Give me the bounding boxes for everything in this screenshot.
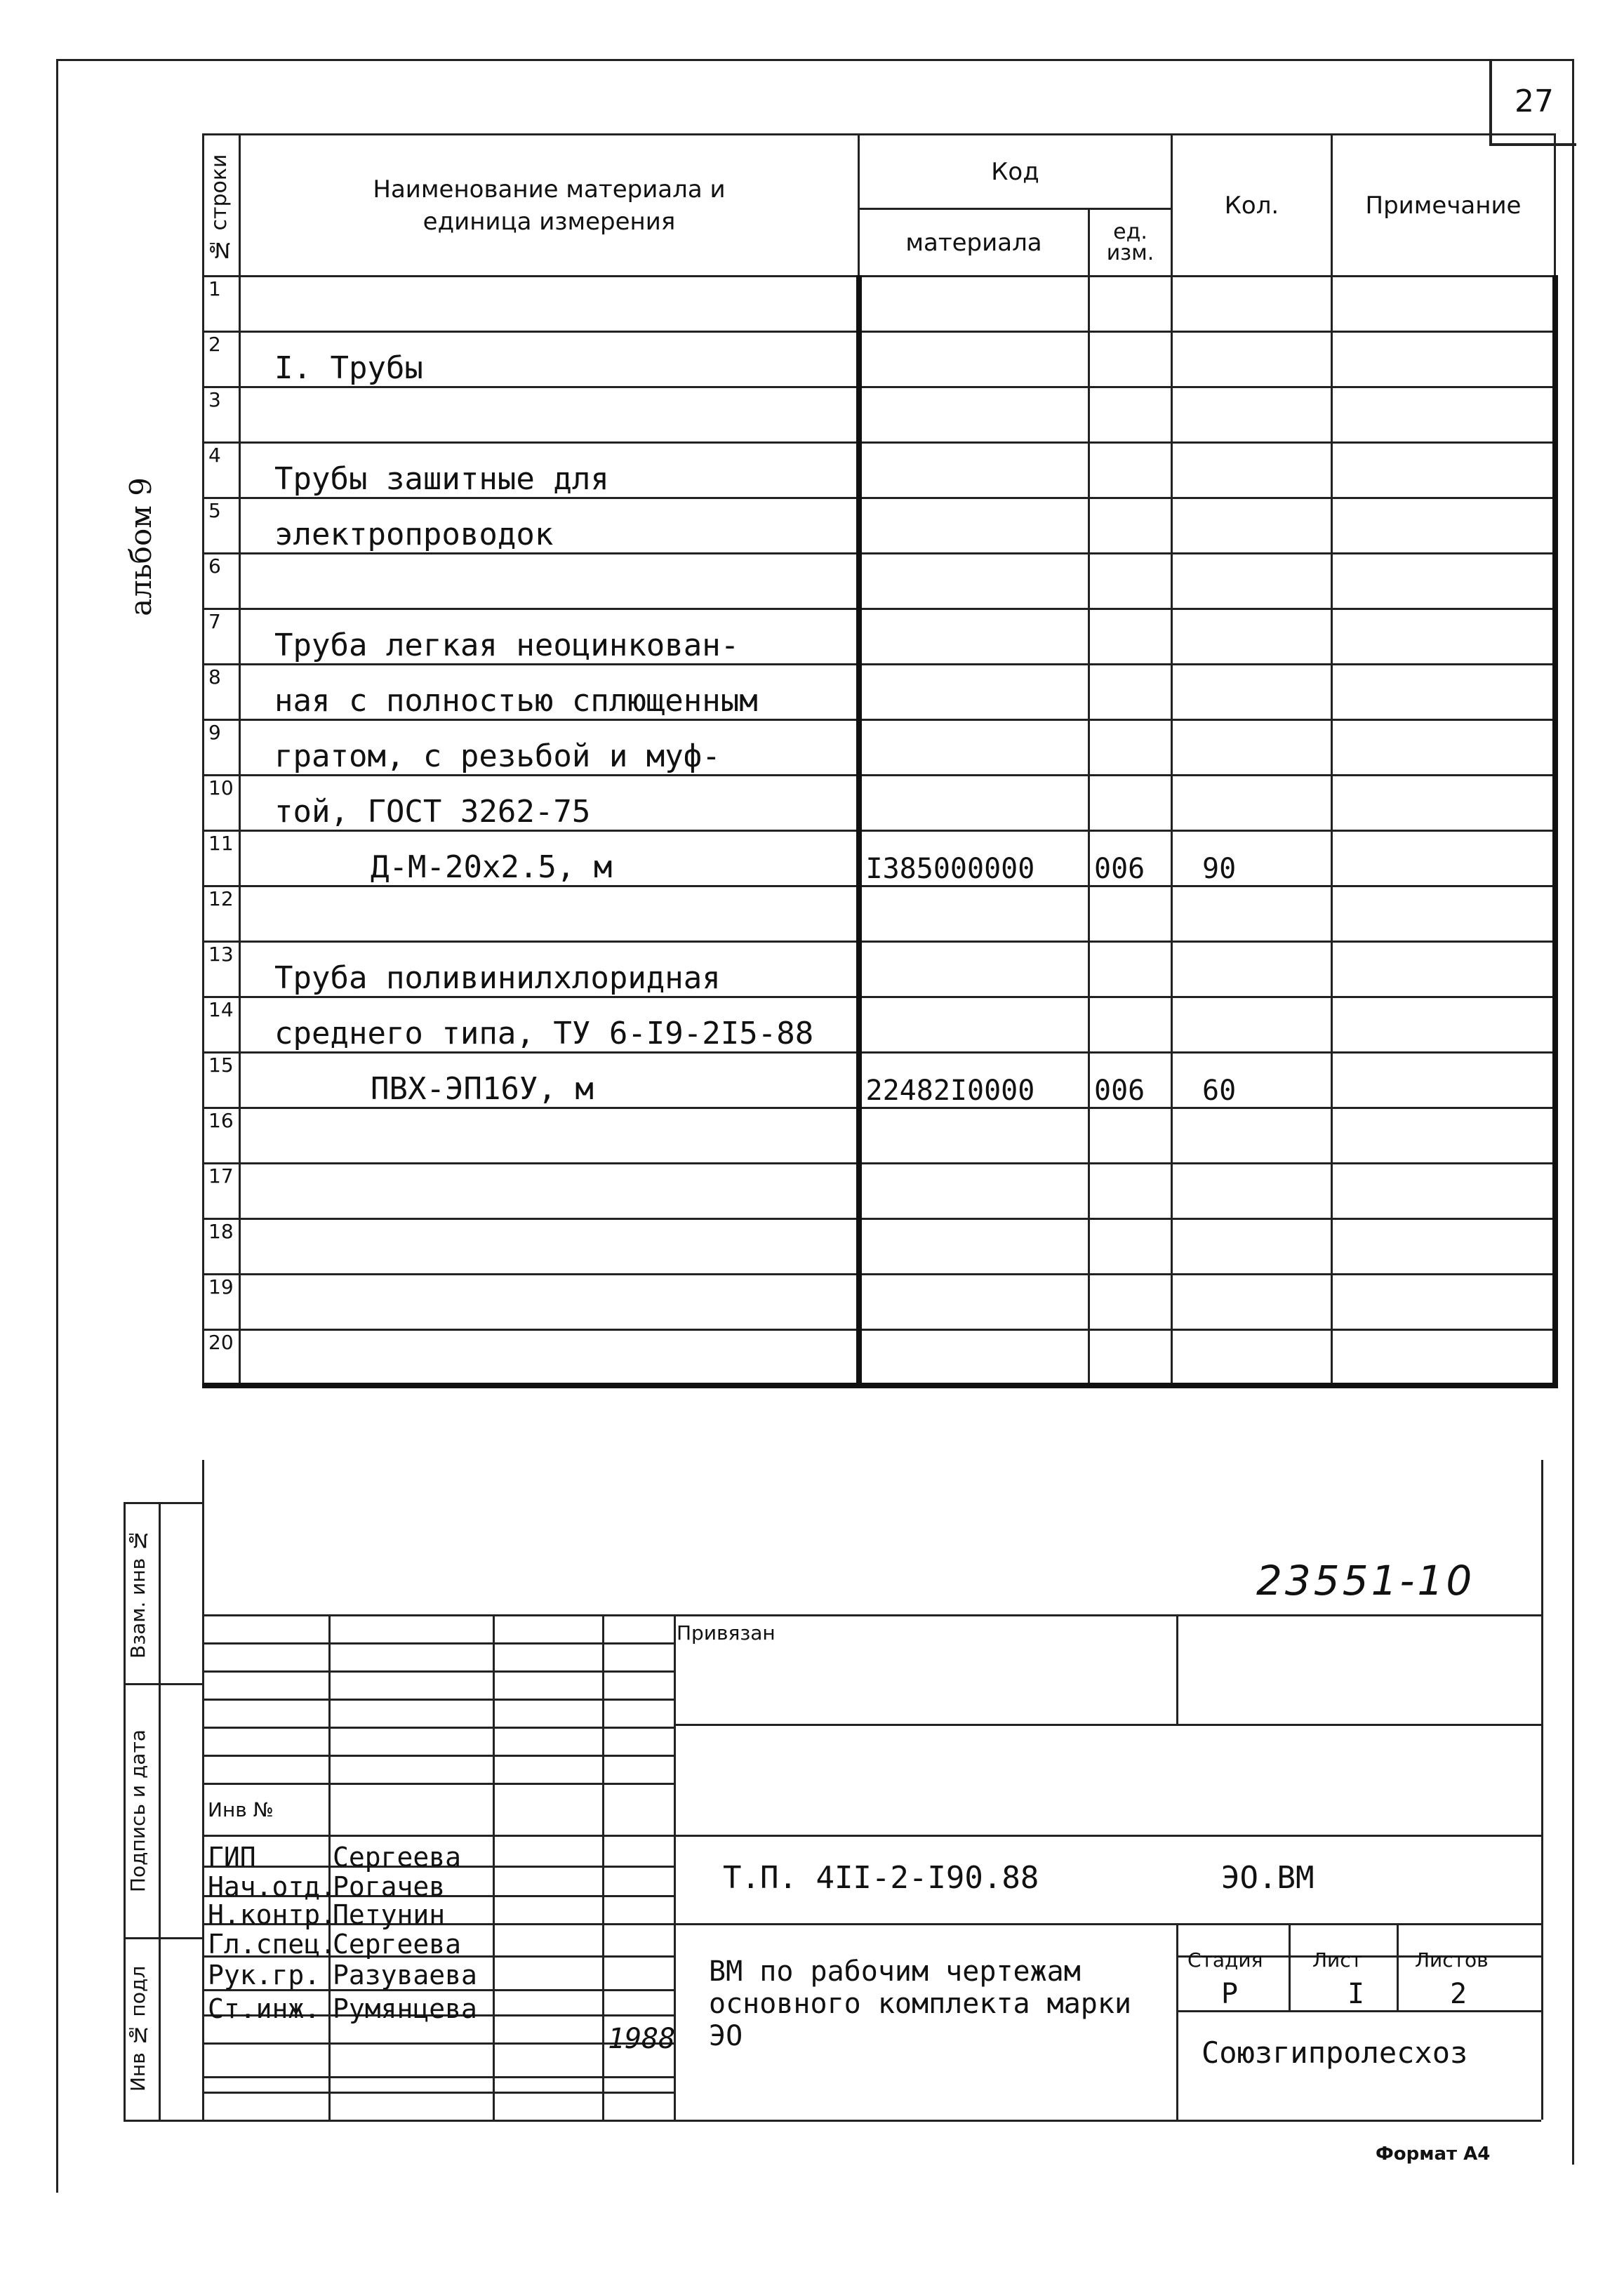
doc-mark: ЭО.ВМ	[1221, 1860, 1314, 1896]
row-qty	[1172, 498, 1332, 554]
row-name	[240, 1275, 859, 1330]
stamp-date: 1988	[608, 2023, 676, 2055]
stamp-col-right-2	[1176, 1923, 1178, 2120]
side-div-1	[124, 1683, 202, 1685]
header-qty: Кол.	[1172, 135, 1332, 277]
row-number: 16	[204, 1108, 240, 1164]
header-material: материала	[859, 209, 1089, 277]
row-unit	[1089, 277, 1172, 332]
header-note: Примечание	[1332, 135, 1555, 277]
table-row	[204, 498, 1555, 554]
row-qty	[1172, 997, 1332, 1053]
page-number: 27	[1489, 59, 1576, 146]
row-number: 8	[204, 665, 240, 720]
sheet-label: Лист	[1312, 1948, 1362, 1972]
row-qty	[1172, 942, 1332, 997]
stamp-role: Гл.спец.	[208, 1929, 337, 1960]
row-note	[1332, 332, 1555, 387]
row-qty	[1172, 443, 1332, 498]
row-name: Д-М-20х2.5, м	[240, 831, 859, 886]
row-note	[1332, 997, 1555, 1053]
row-note	[1332, 1164, 1555, 1219]
stamp-col-line	[602, 1614, 604, 2120]
side-top	[124, 1502, 202, 1504]
row-note	[1332, 1053, 1555, 1108]
table-row	[204, 665, 1555, 720]
row-qty	[1172, 720, 1332, 776]
row-number: 3	[204, 387, 240, 443]
side-line-1	[124, 1502, 126, 2120]
row-unit	[1089, 1330, 1172, 1386]
row-unit	[1089, 387, 1172, 443]
row-note	[1332, 498, 1555, 554]
sheets-value: 2	[1450, 1978, 1467, 2010]
row-name	[240, 1108, 859, 1164]
table-row	[204, 1219, 1555, 1275]
row-code	[859, 886, 1089, 942]
table-row	[204, 1330, 1555, 1386]
row-name: среднего типа, ТУ 6-I9-2I5-88	[240, 997, 859, 1053]
row-code	[859, 332, 1089, 387]
row-unit	[1089, 443, 1172, 498]
row-unit	[1089, 1108, 1172, 1164]
row-note	[1332, 886, 1555, 942]
stamp-mid-1	[674, 1724, 1541, 1726]
row-qty	[1172, 776, 1332, 831]
row-code	[859, 498, 1089, 554]
stamp-role: Н.контр.	[208, 1899, 337, 1930]
row-code: I385000000	[859, 831, 1089, 886]
stage-label: Стадия	[1187, 1948, 1263, 1972]
row-code: 22482I0000	[859, 1053, 1089, 1108]
table-row	[204, 997, 1555, 1053]
row-number: 5	[204, 498, 240, 554]
stamp-mid-3	[674, 1923, 1541, 1925]
header-unit: ед. изм.	[1089, 209, 1172, 277]
row-note	[1332, 1275, 1555, 1330]
table-row	[204, 1164, 1555, 1219]
row-note	[1332, 554, 1555, 609]
row-qty: 90	[1172, 831, 1332, 886]
stamp-person-name: Румянцева	[333, 1993, 477, 2024]
row-number: 12	[204, 886, 240, 942]
table-row	[204, 443, 1555, 498]
row-code	[859, 387, 1089, 443]
lower-left	[202, 1460, 204, 2120]
row-unit	[1089, 1164, 1172, 1219]
lower-right	[1541, 1460, 1543, 2120]
album-label: альбом 9	[124, 477, 158, 616]
table-row	[204, 1275, 1555, 1330]
row-unit	[1089, 554, 1172, 609]
row-unit: 006	[1089, 1053, 1172, 1108]
row-name: той, ГОСТ 3262-75	[240, 776, 859, 831]
row-unit: 006	[1089, 831, 1172, 886]
label-podpis: Подпись и дата	[126, 1729, 149, 1892]
row-unit	[1089, 776, 1172, 831]
row-code	[859, 277, 1089, 332]
table-row	[204, 886, 1555, 942]
sheets-label: Листов	[1415, 1948, 1489, 1972]
row-qty	[1172, 1164, 1332, 1219]
row-qty	[1172, 665, 1332, 720]
row-unit	[1089, 1275, 1172, 1330]
row-qty: 60	[1172, 1053, 1332, 1108]
row-unit	[1089, 886, 1172, 942]
stamp-mid-2	[202, 1835, 1541, 1837]
stamp-role: ГИП	[208, 1842, 256, 1873]
row-number: 15	[204, 1053, 240, 1108]
row-note	[1332, 443, 1555, 498]
row-note	[1332, 942, 1555, 997]
row-code	[859, 1330, 1089, 1386]
row-name	[240, 277, 859, 332]
row-code	[859, 720, 1089, 776]
row-qty	[1172, 387, 1332, 443]
row-qty	[1172, 277, 1332, 332]
spec-table	[202, 133, 1558, 1388]
row-qty	[1172, 1219, 1332, 1275]
row-code	[859, 609, 1089, 665]
table-row	[204, 720, 1555, 776]
row-name	[240, 554, 859, 609]
row-name: ПВХ-ЭП16У, м	[240, 1053, 859, 1108]
table-row	[204, 277, 1555, 332]
row-note	[1332, 387, 1555, 443]
row-number: 20	[204, 1330, 240, 1386]
row-code	[859, 1164, 1089, 1219]
table-row	[204, 1053, 1555, 1108]
row-code	[859, 1275, 1089, 1330]
row-name	[240, 1219, 859, 1275]
row-qty	[1172, 609, 1332, 665]
stamp-stage-div-2	[1397, 1923, 1399, 2010]
stamp-person-name: Сергеева	[333, 1929, 462, 1960]
stamp-col-line	[328, 1614, 331, 2120]
stamp-stage-div-1	[1289, 1923, 1291, 2010]
row-code	[859, 554, 1089, 609]
row-note	[1332, 831, 1555, 886]
org-name: Союзгипролесхоз	[1202, 2035, 1468, 2070]
row-name: гратом, с резьбой и муф-	[240, 720, 859, 776]
row-number: 7	[204, 609, 240, 665]
table-row	[204, 1108, 1555, 1164]
stamp-col-right	[1176, 1614, 1178, 1724]
frame-left	[56, 59, 58, 2193]
row-note	[1332, 1330, 1555, 1386]
row-number: 17	[204, 1164, 240, 1219]
format-label: Формат А4	[1376, 2144, 1491, 2165]
stamp-person-name: Разуваева	[333, 1960, 477, 1991]
row-number: 19	[204, 1275, 240, 1330]
table-row	[204, 554, 1555, 609]
row-qty	[1172, 554, 1332, 609]
row-name: ная с полностью сплющенным	[240, 665, 859, 720]
row-code	[859, 1108, 1089, 1164]
row-note	[1332, 277, 1555, 332]
stamp-role: Нач.отд.	[208, 1871, 337, 1902]
frame-right	[1572, 59, 1574, 2165]
doc-code: Т.П. 4II-2-I90.88	[723, 1860, 1039, 1896]
frame-top	[56, 59, 1572, 61]
row-number: 6	[204, 554, 240, 609]
row-qty	[1172, 1108, 1332, 1164]
inv-no-label: Инв №	[208, 1798, 274, 1821]
row-note	[1332, 609, 1555, 665]
stamp-top	[202, 1614, 1541, 1616]
row-number: 9	[204, 720, 240, 776]
row-note	[1332, 665, 1555, 720]
row-qty	[1172, 1330, 1332, 1386]
stamp-role: Рук.гр.	[208, 1960, 321, 1991]
stamp-stage-2	[1176, 2010, 1541, 2012]
row-name: Трубы зашитные для	[240, 443, 859, 498]
row-name: электропроводок	[240, 498, 859, 554]
row-number: 14	[204, 997, 240, 1053]
side-div-2	[124, 1937, 202, 1939]
stamp-person-name: Петунин	[333, 1899, 446, 1930]
row-name	[240, 1164, 859, 1219]
header-row-no: № строки	[204, 135, 240, 277]
row-note	[1332, 1219, 1555, 1275]
stamp-role: Ст.инж.	[208, 1993, 321, 2024]
stamp-person-name: Рогачев	[333, 1871, 446, 1902]
row-unit	[1089, 665, 1172, 720]
table-row	[204, 942, 1555, 997]
row-unit	[1089, 609, 1172, 665]
row-note	[1332, 776, 1555, 831]
row-unit	[1089, 942, 1172, 997]
row-code	[859, 997, 1089, 1053]
table-row	[204, 831, 1555, 886]
row-unit	[1089, 1219, 1172, 1275]
row-number: 1	[204, 277, 240, 332]
label-vzam: Взам. инв №	[126, 1528, 149, 1659]
row-qty	[1172, 886, 1332, 942]
row-code	[859, 776, 1089, 831]
row-code	[859, 665, 1089, 720]
row-code	[859, 1219, 1089, 1275]
stamp-person-name: Сергеева	[333, 1842, 462, 1873]
privyazan-label: Привязан	[677, 1621, 776, 1645]
row-number: 13	[204, 942, 240, 997]
row-name: Труба поливинилхлоридная	[240, 942, 859, 997]
table-row	[204, 776, 1555, 831]
row-name	[240, 1330, 859, 1386]
row-name	[240, 387, 859, 443]
row-qty	[1172, 332, 1332, 387]
table-row	[204, 332, 1555, 387]
row-code	[859, 443, 1089, 498]
handwritten-number: 23551-10	[1256, 1557, 1475, 1604]
row-qty	[1172, 1275, 1332, 1330]
row-unit	[1089, 498, 1172, 554]
table-row	[204, 387, 1555, 443]
row-unit	[1089, 997, 1172, 1053]
table-row	[204, 609, 1555, 665]
row-number: 2	[204, 332, 240, 387]
stage-value: Р	[1221, 1978, 1239, 2010]
row-unit	[1089, 332, 1172, 387]
sheet-value: I	[1347, 1978, 1365, 2010]
row-name	[240, 886, 859, 942]
row-number: 10	[204, 776, 240, 831]
row-number: 11	[204, 831, 240, 886]
header-name: Наименование материала и единица измерения	[240, 135, 859, 277]
row-unit	[1089, 720, 1172, 776]
row-note	[1332, 1108, 1555, 1164]
row-note	[1332, 720, 1555, 776]
header-code: Код	[859, 135, 1172, 209]
lower-bottom	[124, 2120, 1541, 2122]
row-name: Труба легкая неоцинкован-	[240, 609, 859, 665]
row-number: 4	[204, 443, 240, 498]
label-inv-podl: Инв № подл	[126, 1965, 149, 2092]
doc-title: ВМ по рабочим чертежам основного комплекта марки ЭО	[709, 1955, 1132, 2052]
stamp-col-line	[493, 1614, 495, 2120]
row-code	[859, 942, 1089, 997]
row-number: 18	[204, 1219, 240, 1275]
side-line-2	[159, 1502, 161, 2120]
row-name: I. Трубы	[240, 332, 859, 387]
